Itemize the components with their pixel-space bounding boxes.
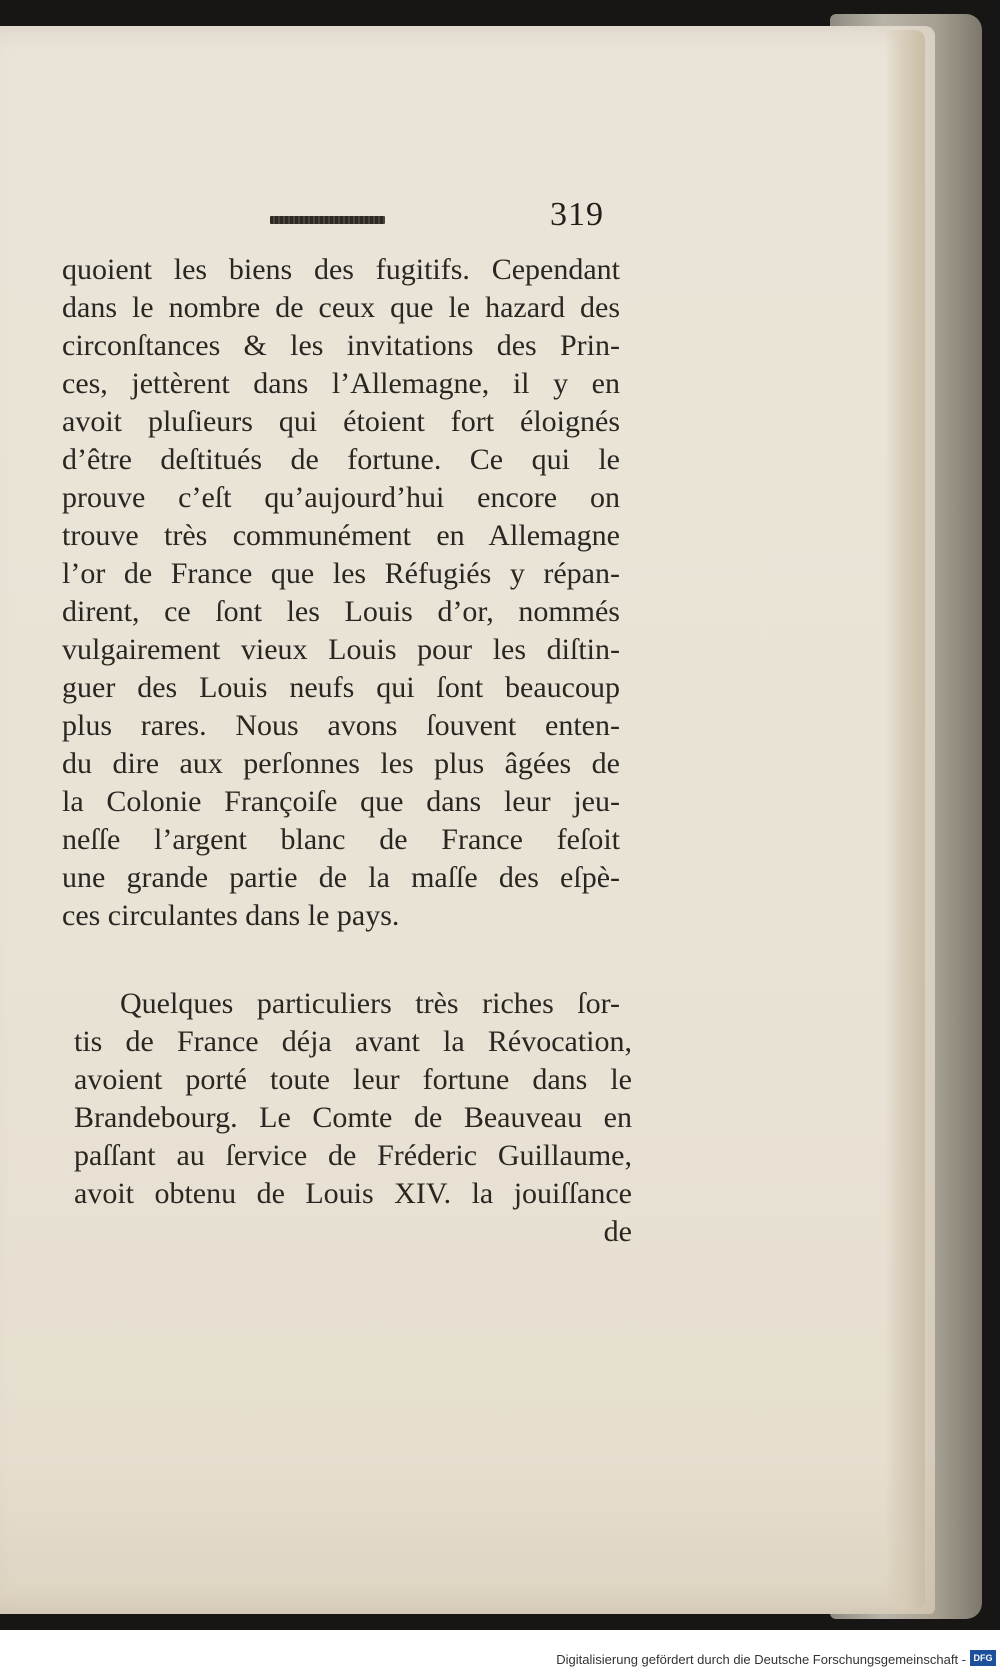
- text-line: trouve très communément en Allemagne: [62, 519, 620, 552]
- text-line: la Colonie Françoiſe que dans leur jeu-: [62, 785, 620, 818]
- text-line: avoit obtenu de Louis XIV. la jouiſſance: [74, 1177, 632, 1210]
- text-line: avoient porté toute leur fortune dans le: [74, 1063, 632, 1096]
- text-line: dirent, ce ſont les Louis d’or, nommés: [62, 595, 620, 628]
- header-ornament-rule: [270, 216, 385, 224]
- text-line: quoient les biens des fugitifs. Cependant: [62, 253, 620, 286]
- text-line: neſſe l’argent blanc de France feſoit: [62, 823, 620, 856]
- text-line: l’or de France que les Réfugiés y répan-: [62, 557, 620, 590]
- digitization-credit: Digitalisierung gefördert durch die Deutsche Forschungsgemeinschaft -: [556, 1652, 966, 1667]
- text-line: ces, jettèrent dans l’Allemagne, il y en: [62, 367, 620, 400]
- text-line: dans le nombre de ceux que le hazard des: [62, 291, 620, 324]
- page-number: 319: [550, 196, 604, 233]
- catchword: de: [603, 1215, 632, 1248]
- text-line: tis de France déja avant la Révocation,: [74, 1025, 632, 1058]
- text-line: circonſtances & les invitations des Prin-: [62, 329, 620, 362]
- page-edge-shadow: [885, 30, 925, 1610]
- text-line: paſſant au ſervice de Fréderic Guillaume,: [74, 1139, 632, 1172]
- text-line: Brandebourg. Le Comte de Beauveau en: [74, 1101, 632, 1134]
- dfg-logo: DFG: [970, 1650, 996, 1666]
- text-line: Quelques particuliers très riches ſor-: [120, 987, 620, 1020]
- text-line: du dire aux perſonnes les plus âgées de: [62, 747, 620, 780]
- text-line: avoit pluſieurs qui étoient fort éloignés: [62, 405, 620, 438]
- text-line: prouve c’eſt qu’aujourd’hui encore on: [62, 481, 620, 514]
- text-line: guer des Louis neufs qui ſont beaucoup: [62, 671, 620, 704]
- text-line: une grande partie de la maſſe des eſpè-: [62, 861, 620, 894]
- text-line: vulgairement vieux Louis pour les diſtin-: [62, 633, 620, 666]
- text-line: d’être deſtitués de fortune. Ce qui le: [62, 443, 620, 476]
- text-line: ces circulantes dans le pays.: [62, 899, 400, 932]
- text-line: plus rares. Nous avons ſouvent enten-: [62, 709, 620, 742]
